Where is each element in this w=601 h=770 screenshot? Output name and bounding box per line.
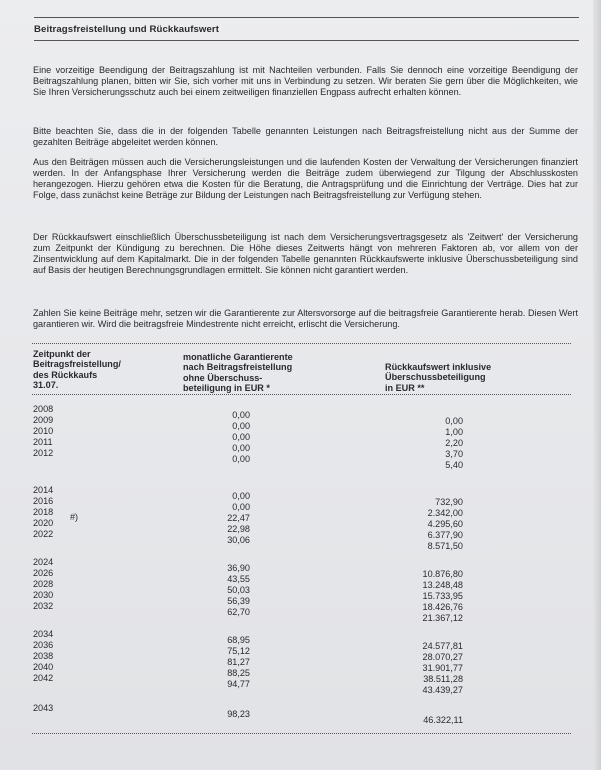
header-rueckkaufswert: Rückkaufswert inklusive Überschussbeteiligung in EUR ** — [385, 362, 492, 393]
garantierente-cell: 81,27 — [227, 656, 250, 667]
year-cell: 2032 — [33, 600, 54, 611]
header-zeitpunkt: Zeitpunkt der Beitragsfreistellung/ des Rückkaufs 31.07. — [33, 349, 121, 391]
year-cell: 2010 — [33, 425, 54, 436]
rueckkaufswert-cell: 31.901,77 — [422, 662, 463, 673]
year-cell: 2014 — [33, 485, 54, 495]
rueckkaufswert-cell: 3,70 — [445, 448, 463, 459]
rueckkaufswert-cell: 0,00 — [445, 416, 463, 426]
rueckkaufswert-cell: 8.571,50 — [427, 540, 463, 551]
rueckkaufswert-cell: 2.342,00 — [427, 507, 463, 518]
garantierente-cell: 56,39 — [227, 595, 250, 606]
garantierente-cell: 43,55 — [227, 573, 250, 584]
year-cell: 2024 — [33, 557, 54, 567]
year-cell: 2018 — [33, 506, 54, 517]
garantierente-cell: 50,03 — [227, 584, 250, 595]
garantierente-cell: 98,23 — [227, 709, 250, 719]
garantierente-cell: 22,47 — [227, 512, 250, 523]
year-cell: 2030 — [33, 589, 54, 600]
rueckkaufswert-cell: 1,00 — [445, 426, 463, 437]
paragraph-1: Eine vorzeitige Beendigung der Beitragszahlung ist mit Nachteilen verbunden. Falls Sie dennoch eine vorzeitige Beendigung der Beitragszahlung planen, bitten wir Sie, sich vorher mit uns in Verbindung zu setzen. Wir beraten Sie gern über die Möglichkeiten, wie Sie Ihren Versicherungsschutz auch bei einem zeitweiligen finanziellen Engpass aufrecht erhalten können. — [33, 65, 578, 97]
year-cell: 2034 — [33, 629, 54, 639]
heading-rule — [34, 40, 579, 41]
year-cell: 2038 — [33, 650, 54, 661]
year-cell: 2011 — [33, 436, 53, 447]
year-cell: 2012 — [33, 447, 54, 458]
section-heading: Beitragsfreistellung und Rückkaufswert — [34, 24, 220, 35]
year-cell: 2022 — [33, 528, 54, 539]
rueckkaufswert-cell: 4.295,60 — [427, 518, 463, 529]
year-cell: 2008 — [33, 404, 54, 414]
garantierente-cell: 22,98 — [227, 523, 250, 534]
garantierente-cell: 88,25 — [227, 667, 250, 678]
year-cell: 2040 — [33, 661, 54, 672]
rueckkaufswert-cell: 5,40 — [445, 459, 463, 470]
paragraph-5: Zahlen Sie keine Beiträge mehr, setzen wir die Garantierente zur Altersvorsorge auf die beitragsfreie Garantierente herab. Diesen Wert garantieren wir. Wird die beitragsfreie Mindestrente nicht erreicht, erlischt die Versicherung. — [33, 308, 578, 329]
year-cell: 2026 — [33, 567, 54, 578]
garantierente-cell: 0,00 — [232, 453, 250, 464]
garantierente-cell: 62,70 — [227, 606, 250, 617]
paragraph-2: Bitte beachten Sie, dass die in der folgenden Tabelle genannten Leistungen nach Beitragsfreistellung nicht aus der Summe der gezahlten Beiträge abgeleitet werden können. — [33, 126, 578, 147]
garantierente-cell: 68,95 — [227, 635, 250, 645]
paragraph-3: Aus den Beiträgen müssen auch die Versicherungsleistungen und die laufenden Kosten der Verwaltung der Versicherungen finanziert werden. In der Anfangsphase Ihrer Versicherung werden die Beiträge zudem überwiegend zur Tilgung der Abschlusskosten herangezogen. Hierzu gehören etwa die Kosten für die Beratung, die Antragsprüfung und die Einrichtung der Verträge. Dies hat zur Folge, dass zunächst keine Beträge zur Bildung der Leistungen nach Beitragsfreistellung zur Verfügung stehen. — [33, 157, 578, 200]
rueckkaufswert-cell: 13.248,48 — [422, 579, 463, 590]
rueckkaufswert-cell: 732,90 — [435, 497, 463, 507]
rueckkaufswert-cell: 18.426,76 — [422, 601, 463, 612]
rueckkaufswert-cell: 2,20 — [445, 437, 463, 448]
year-cell: 2009 — [33, 414, 54, 425]
garantierente-cell: 0,00 — [232, 431, 250, 442]
footnote-marker: #) — [70, 512, 79, 522]
garantierente-cell: 0,00 — [232, 410, 250, 420]
year-cell: 2043 — [33, 703, 54, 713]
garantierente-cell: 0,00 — [232, 420, 250, 431]
page-edge — [593, 0, 601, 770]
year-cell: 2020 — [33, 517, 54, 528]
rueckkaufswert-cell: 43.439,27 — [422, 684, 463, 695]
rueckkaufswert-cell: 10.876,80 — [422, 569, 463, 579]
year-cell: 2042 — [33, 672, 54, 683]
header-rule — [32, 394, 571, 395]
top-rule — [34, 17, 579, 18]
rueckkaufswert-cell: 24.577,81 — [422, 641, 463, 651]
table-top-rule — [32, 343, 571, 344]
rueckkaufswert-cell: 28.070,27 — [422, 651, 463, 662]
rueckkaufswert-cell: 21.367,12 — [422, 612, 463, 623]
table-bottom-rule — [32, 733, 571, 734]
rueckkaufswert-cell: 6.377,90 — [427, 529, 463, 540]
paragraph-4: Der Rückkaufswert einschließlich Überschussbeteiligung ist nach dem Versicherungsvertragsgesetz als 'Zeitwert' der Versicherung zum Zeitpunkt der Kündigung zu berechnen. Die Höhe dieses Zeitwerts hängt von mehreren Faktoren ab, vor allem von der Zinsentwicklung auf dem Kapitalmarkt. Die in der folgenden Tabelle genannten Rückkaufswerte inklusive Überschussbeteiligung sind auf Basis der heutigen Berechnungsgrundlagen ermittelt. Sie können nicht garantiert werden. — [33, 232, 578, 275]
garantierente-cell: 0,00 — [232, 491, 250, 501]
garantierente-cell: 0,00 — [232, 501, 250, 512]
garantierente-cell: 0,00 — [232, 442, 250, 453]
year-cell: 2036 — [33, 639, 54, 650]
rueckkaufswert-cell: 15.733,95 — [422, 590, 463, 601]
header-garantierente: monatliche Garantierente nach Beitragsfreistellung ohne Überschuss- beteiligung in EUR * — [183, 352, 293, 394]
garantierente-cell: 30,06 — [227, 534, 250, 545]
rueckkaufswert-cell: 38.511,28 — [423, 673, 463, 684]
garantierente-cell: 36,90 — [227, 563, 250, 573]
rueckkaufswert-cell: 46.322,11 — [423, 715, 463, 725]
year-cell: 2028 — [33, 578, 54, 589]
year-cell: 2016 — [33, 495, 54, 506]
garantierente-cell: 94,77 — [227, 678, 250, 689]
garantierente-cell: 75,12 — [227, 645, 250, 656]
